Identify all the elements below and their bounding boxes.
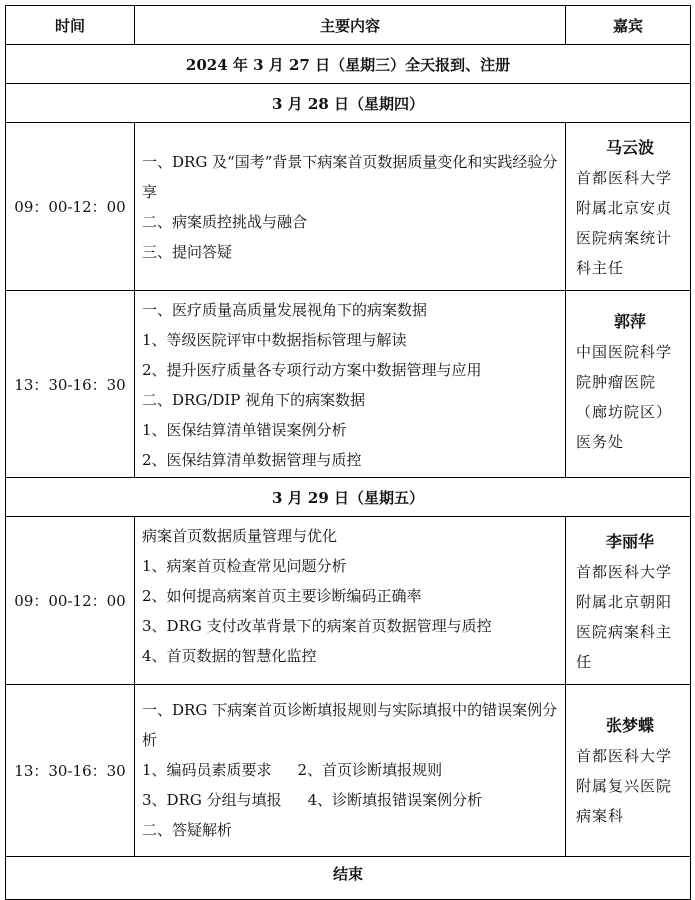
session-row [6, 685, 691, 857]
header-guest: 嘉宾 [566, 6, 691, 45]
session-time: 13：30-16：30 [6, 291, 135, 478]
header-content: 主要内容 [135, 6, 566, 45]
content-line-pair [142, 785, 559, 815]
content-line: 二、答疑解析 [142, 821, 233, 839]
day2-label: 3 月 29 日（星期五） [6, 478, 691, 517]
content-line: 2、提升医疗质量各专项行动方案中数据管理与应用 [142, 361, 482, 379]
guest-description: 首都医科大学附属复兴医院病案科 [576, 747, 673, 825]
session-time: 13：30-16：30 [6, 685, 135, 857]
guest-description: 中国医院科学院肿瘤医院（廊坊院区）医务处 [576, 343, 673, 451]
content-line: 一、医疗质量高质量发展视角下的病案数据 [142, 301, 428, 319]
content-line: 一、DRG 下病案首页诊断填报规则与实际填报中的错误案例分析 [142, 701, 558, 749]
content-line: 一、DRG 及“国考”背景下病案首页数据质量变化和实践经验分享 [142, 153, 558, 201]
guest-name: 马云波 [605, 138, 654, 157]
content-line: 4、首页数据的智慧化监控 [142, 647, 317, 665]
session-content [135, 123, 566, 291]
content-item: 2、首页诊断填报规则 [297, 761, 443, 779]
header-row [6, 6, 691, 45]
footer-row [6, 857, 691, 900]
day1-label: 3 月 28 日（星期四） [6, 84, 691, 123]
session-row [6, 517, 691, 685]
guest-name: 李丽华 [605, 532, 654, 551]
content-line: 2、如何提高病案首页主要诊断编码正确率 [142, 587, 422, 605]
guest-name: 郭萍 [613, 312, 646, 331]
registration-row [6, 45, 691, 84]
content-line: 二、DRG/DIP 视角下的病案数据 [142, 391, 366, 409]
session-row [6, 123, 691, 291]
session-row [6, 291, 691, 478]
session-time: 09：00-12：00 [6, 123, 135, 291]
content-item: 1、编码员素质要求 [142, 761, 272, 779]
header-time: 时间 [6, 6, 135, 45]
content-line: 1、等级医院评审中数据指标管理与解读 [142, 331, 407, 349]
schedule-page [5, 5, 690, 900]
guest-description: 首都医科大学附属北京朝阳医院病案科主任 [576, 563, 673, 671]
session-guest [566, 291, 691, 478]
guest-name: 张梦蝶 [605, 716, 654, 735]
day2-row [6, 478, 691, 517]
content-line: 二、病案质控挑战与融合 [142, 213, 308, 231]
registration-text: 2024 年 3 月 27 日（星期三）全天报到、注册 [6, 45, 691, 84]
content-line: 病案首页数据质量管理与优化 [142, 527, 338, 545]
schedule-table [5, 5, 691, 900]
guest-description: 首都医科大学附属北京安贞医院病案统计科主任 [576, 169, 673, 277]
content-line-pair [142, 755, 559, 785]
day1-row [6, 84, 691, 123]
content-line: 1、医保结算清单错误案例分析 [142, 421, 347, 439]
session-guest [566, 123, 691, 291]
session-guest [566, 685, 691, 857]
content-item: 3、DRG 分组与填报 [142, 791, 282, 809]
session-content [135, 291, 566, 478]
session-content [135, 685, 566, 857]
session-time: 09：00-12：00 [6, 517, 135, 685]
content-item: 4、诊断填报错误案例分析 [307, 791, 483, 809]
session-guest [566, 517, 691, 685]
content-line: 1、病案首页检查常见问题分析 [142, 557, 347, 575]
content-line: 三、提问答疑 [142, 243, 233, 261]
content-line: 2、医保结算清单数据管理与质控 [142, 451, 362, 469]
end-label: 结束 [6, 857, 691, 900]
session-content [135, 517, 566, 685]
content-line: 3、DRG 支付改革背景下的病案首页数据管理与质控 [142, 617, 492, 635]
